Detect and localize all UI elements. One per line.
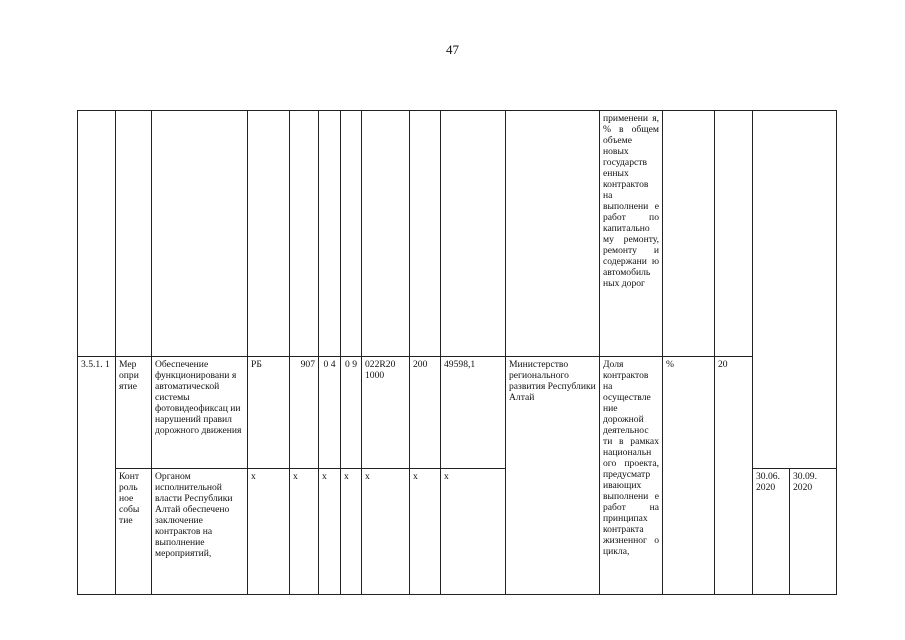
cell-control-c2: х — [290, 469, 319, 595]
table-row-event — [78, 357, 837, 469]
cell-control-c1: х — [248, 469, 290, 595]
cell-budget: РБ — [248, 357, 290, 469]
cell-grbs: 907 — [290, 357, 319, 469]
cell-csr: 022R20 1000 — [362, 357, 410, 469]
cell-amount: 49598,1 — [441, 357, 506, 469]
cell-control-c7: х — [441, 469, 506, 595]
cell-vr: 200 — [410, 357, 441, 469]
cell-type-top — [116, 111, 152, 357]
cell-control-c6: х — [410, 469, 441, 595]
cell-control-type: Конт роль ное собы тие — [116, 469, 152, 595]
cell-type: Мер опри ятие — [116, 357, 152, 469]
cell-number: 3.5.1. 1 — [78, 357, 116, 595]
cell-grbs-top — [290, 111, 319, 357]
cell-name-top — [152, 111, 248, 357]
cell-control-c5: х — [362, 469, 410, 595]
cell-value-top — [715, 111, 753, 357]
cell-control-c3: х — [319, 469, 341, 595]
cell-indicator: Доля контрактов на осуществле ние дорожной деятельнос ти в рамках национальн ого проекта, предусматр ивающих выполнени е работ на принципах контракта жизненног о цикла, — [600, 357, 663, 595]
cell-indicator-continuation: применени я, % в общем объеме новых государств енных контрактов на выполнени е работ по капитально му ремонту, ремонту и содержани ю автомобиль ных дорог — [600, 111, 663, 357]
cell-pr: 0 9 — [341, 357, 362, 469]
cell-control-name: Органом исполнительной власти Республики Алтай обеспечено заключение контрактов на выполнение мероприятий, — [152, 469, 248, 595]
table-row-continuation — [78, 111, 837, 357]
cell-csr-top — [362, 111, 410, 357]
cell-executor-top — [506, 111, 600, 357]
cell-name: Обеспечение функционировани я автоматической системы фотовидеофиксац ии нарушений правил дорожного движения — [152, 357, 248, 469]
cell-unit: % — [663, 357, 715, 595]
cell-unit-top — [663, 111, 715, 357]
cell-date-start: 30.06. 2020 — [753, 469, 790, 595]
program-table — [77, 110, 837, 595]
cell-executor: Министерство регионального развития Республики Алтай — [506, 357, 600, 595]
cell-control-c4: х — [341, 469, 362, 595]
page-number: 47 — [446, 42, 459, 57]
cell-number-top — [78, 111, 116, 357]
cell-rz-top — [319, 111, 341, 357]
cell-pr-top — [341, 111, 362, 357]
cell-budget-top — [248, 111, 290, 357]
cell-date-end: 30.09. 2020 — [790, 469, 837, 595]
cell-date-start-top — [753, 111, 837, 469]
cell-value: 20 — [715, 357, 753, 595]
cell-amount-top — [441, 111, 506, 357]
cell-rz: 0 4 — [319, 357, 341, 469]
cell-vr-top — [410, 111, 441, 357]
